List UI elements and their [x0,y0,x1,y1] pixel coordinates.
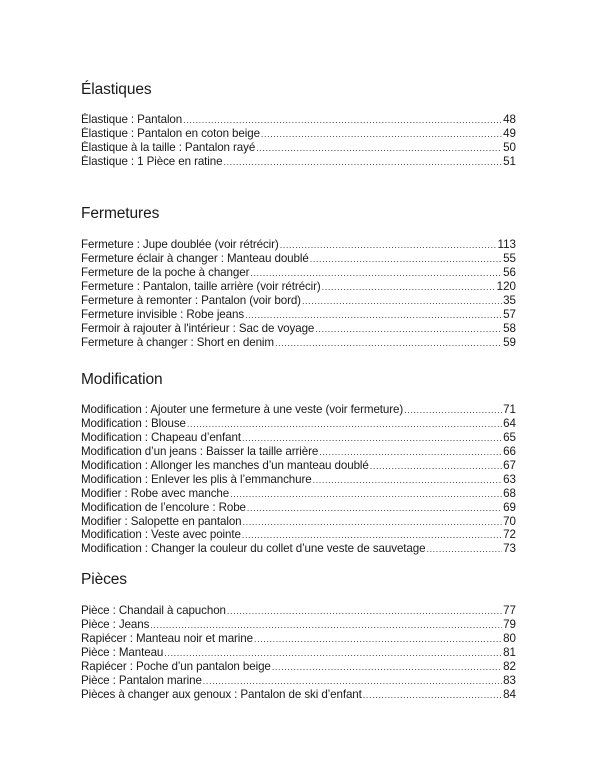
entry-label: Fermeture à remonter : Pantalon (voir bord) [81,293,301,307]
entry-label: Fermoir à rajouter à l'intérieur : Sac de voyage [81,321,315,335]
dot-leader [302,295,502,308]
entry-page-number: 72 [503,528,516,542]
toc-entry [81,294,516,308]
dot-leader [310,253,502,266]
section-title: Fermetures [81,205,160,222]
dot-leader [150,619,502,632]
entry-page-number: 120 [496,279,516,293]
toc-section-fermetures [81,205,516,349]
dot-leader [261,128,502,141]
entry-page-number: 67 [503,458,516,472]
entry-label: Rapiécer : Manteau noir et marine [81,631,253,645]
entry-page-number: 59 [503,335,516,349]
entry-page-number: 57 [503,307,516,321]
toc-entry-list [81,113,516,169]
dot-leader [230,488,502,501]
toc-entry [81,515,516,529]
toc-entry [81,403,516,417]
entry-label: Modification : Chapeau d’enfant [81,430,241,444]
entry-page-number: 58 [503,321,516,335]
entry-label: Modification : Ajouter une fermeture à une veste (voir fermeture) [81,403,404,416]
dot-leader [254,633,502,646]
toc-entry [81,445,516,459]
entry-page-number: 64 [503,416,516,430]
toc-entry [81,238,516,252]
entry-label: Pièce : Jeans [81,617,150,631]
entry-page-number: 51 [503,154,516,168]
entry-page-number: 83 [503,673,516,687]
toc-entry [81,280,516,294]
toc-entry [81,632,516,646]
section-title: Élastiques [81,81,152,98]
entry-label: Rapiécer : Poche d’un pantalon beige [81,659,271,673]
entry-page-number: 66 [503,444,516,458]
dot-leader [404,404,502,417]
entry-label: Pièces à changer aux genoux : Pantalon de ski d’enfant [81,687,362,701]
toc-section-modification [81,371,516,556]
entry-page-number: 35 [503,293,516,307]
dot-leader [227,605,502,618]
entry-label: Modification d’un jeans : Baisser la taille arrière [81,444,319,458]
entry-label: Fermeture éclair à changer : Manteau doublé [81,251,309,265]
entry-page-number: 84 [503,687,516,701]
entry-page-number: 79 [503,617,516,631]
toc-entry [81,336,516,350]
dot-leader [275,337,502,350]
dot-leader [247,502,502,515]
toc-entry [81,459,516,473]
toc-section-elastiques [81,81,516,168]
entry-page-number: 81 [503,645,516,659]
entry-label: Pièce : Pantalon marine [81,673,202,687]
entry-page-number: 65 [503,430,516,444]
dot-leader [250,267,502,280]
entry-label: Fermeture : Jupe doublée (voir rétrécir) [81,238,279,251]
dot-leader [370,460,502,473]
entry-label: Élastique à la taille : Pantalon rayé [81,140,256,154]
toc-entry [81,127,516,141]
dot-leader [363,689,502,702]
dot-leader [242,529,502,542]
toc-entry [81,674,516,688]
entry-page-number: 113 [497,238,516,251]
dot-leader [245,309,502,322]
toc-entry [81,155,516,169]
entry-page-number: 82 [503,659,516,673]
section-title: Modification [81,371,163,388]
toc-entry [81,618,516,632]
toc-entry [81,660,516,674]
dot-leader [242,432,502,445]
entry-label: Fermeture de la poche à changer [81,265,250,279]
toc-entry [81,417,516,431]
toc-entry [81,688,516,702]
toc-entry [81,113,516,127]
entry-label: Fermeture à changer : Short en denim [81,335,274,349]
entry-page-number: 68 [503,486,516,500]
entry-label: Modification : Veste avec pointe [81,528,241,542]
entry-page-number: 63 [503,472,516,486]
toc-entry-list [81,604,516,702]
entry-label: Modifier : Robe avec manche [81,486,230,500]
toc-entry [81,473,516,487]
entry-label: Modification : Enlever les plis à l’emmanchure [81,472,312,486]
toc-section-pieces [81,571,516,701]
toc-entry-list [81,238,516,350]
toc-entry-list [81,403,516,556]
entry-label: Élastique : 1 Pièce en ratine [81,154,223,168]
toc-entry [81,604,516,618]
entry-page-number: 77 [503,604,516,617]
toc-entry [81,487,516,501]
entry-label: Fermeture : Pantalon, taille arrière (voir rétrécir) [81,279,321,293]
dot-leader [256,142,502,155]
dot-leader [223,156,502,169]
section-title: Pièces [81,571,127,588]
toc-entry [81,542,516,556]
entry-page-number: 49 [503,126,516,140]
entry-label: Élastique : Pantalon en coton beige [81,126,260,140]
entry-label: Modifier : Salopette en pantalon [81,514,242,528]
entry-page-number: 56 [503,265,516,279]
toc-entry [81,322,516,336]
dot-leader [315,323,502,336]
dot-leader [272,661,502,674]
entry-page-number: 55 [503,251,516,265]
dot-leader [164,647,502,660]
dot-leader [426,543,502,556]
dot-leader [313,474,502,487]
toc-entry [81,646,516,660]
entry-label: Modification de l’encolure : Robe [81,500,246,514]
entry-page-number: 69 [503,500,516,514]
dot-leader [183,114,502,127]
dot-leader [322,281,496,294]
toc-entry [81,528,516,542]
entry-label: Modification : Blouse [81,416,186,430]
entry-label: Pièce : Manteau [81,645,164,659]
entry-page-number: 71 [503,403,516,416]
entry-page-number: 50 [503,140,516,154]
entry-label: Fermeture invisible : Robe jeans [81,307,245,321]
toc-entry [81,431,516,445]
entry-label: Modification : Allonger les manches d’un manteau doublé [81,458,369,472]
entry-page-number: 70 [503,514,516,528]
entry-page-number: 73 [503,542,516,556]
dot-leader [243,516,503,529]
entry-label: Modification : Changer la couleur du collet d’une veste de sauvetage [81,542,426,556]
entry-page-number: 80 [503,631,516,645]
dot-leader [280,239,497,252]
entry-page-number: 48 [503,113,516,126]
toc-entry [81,141,516,155]
dot-leader [203,675,502,688]
toc-entry [81,308,516,322]
toc-entry [81,266,516,280]
toc-entry [81,501,516,515]
toc-entry [81,252,516,266]
dot-leader [319,446,502,459]
entry-label: Élastique : Pantalon [81,113,183,126]
entry-label: Pièce : Chandail à capuchon [81,604,226,617]
dot-leader [187,418,502,431]
